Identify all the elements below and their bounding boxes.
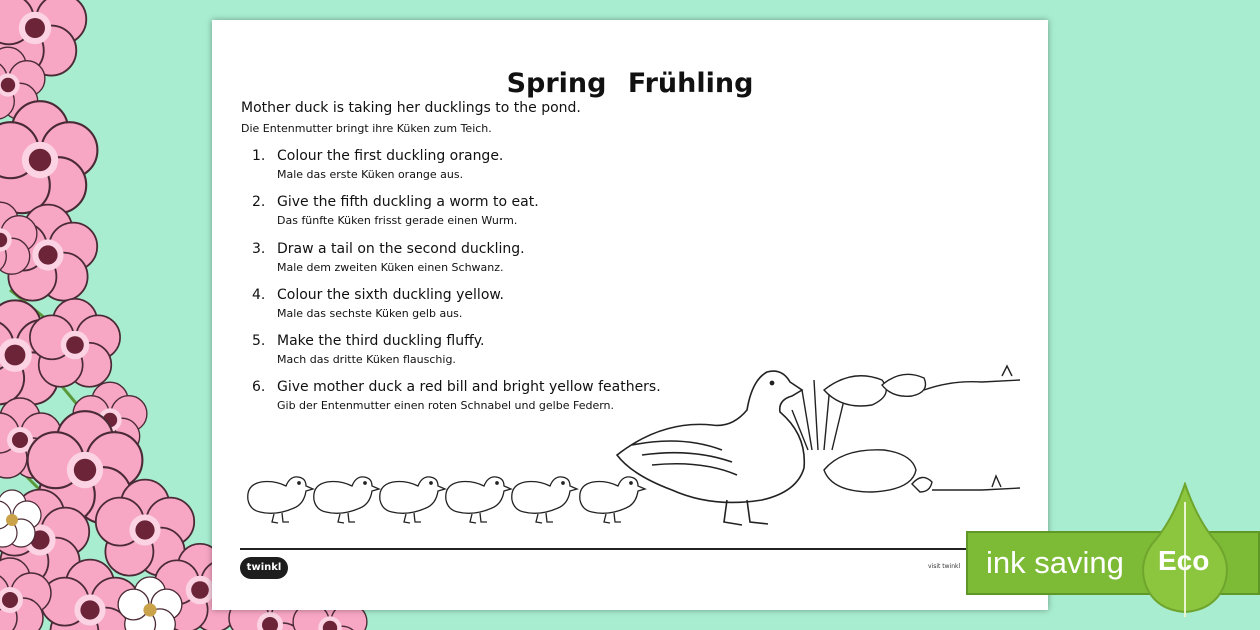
instruction-number: 4. <box>252 286 266 303</box>
footer-visit-text: visit twinkl <box>928 563 961 570</box>
instruction-german: Mach das dritte Küken flauschig. <box>277 353 456 367</box>
instruction-english: Colour the sixth duckling yellow. <box>277 286 504 303</box>
eco-badge-label: Eco <box>1158 545 1210 576</box>
worksheet-page <box>212 20 1048 610</box>
instruction-english: Colour the first duckling orange. <box>277 148 504 164</box>
mother-duck <box>617 371 804 525</box>
instruction-number: 2. <box>252 194 266 211</box>
duck-illustration <box>212 350 1048 550</box>
instruction-english: Make the third duckling fluffy. <box>277 333 485 350</box>
instruction-german: Male das sechste Küken gelb aus. <box>277 306 463 320</box>
instruction-number: 6. <box>252 379 266 396</box>
instruction-english: Give mother duck a red bill and bright yellow feathers. <box>277 379 661 396</box>
instruction-english: Draw a tail on the second duckling. <box>277 240 525 257</box>
instruction-number: 1. <box>252 148 266 164</box>
duckling-row <box>248 477 645 523</box>
instruction-number: 3. <box>252 240 266 257</box>
instruction-english: Give the fifth duckling a worm to eat. <box>277 194 539 211</box>
intro-german: Die Entenmutter bringt ihre Küken zum Teich. <box>241 122 492 135</box>
instruction-german: Male dem zweiten Küken einen Schwanz. <box>277 260 504 274</box>
instruction-number: 5. <box>252 333 266 350</box>
instruction-german: Gib der Entenmutter einen roten Schnabel und gelbe Federn. <box>277 399 615 413</box>
worksheet-title: Spring Frühling <box>506 68 754 99</box>
instruction-german: Das fünfte Küken frisst gerade einen Wurm. <box>277 214 518 228</box>
intro-english: Mother duck is taking her ducklings to the pond. <box>241 100 581 116</box>
reeds-and-rocks <box>792 366 1020 492</box>
instruction-german: Male das erste Küken orange aus. <box>277 168 464 181</box>
ink-saving-label: ink saving <box>986 545 1124 580</box>
twinkl-logo: twinkl <box>240 557 288 579</box>
footer-divider <box>240 548 1020 550</box>
